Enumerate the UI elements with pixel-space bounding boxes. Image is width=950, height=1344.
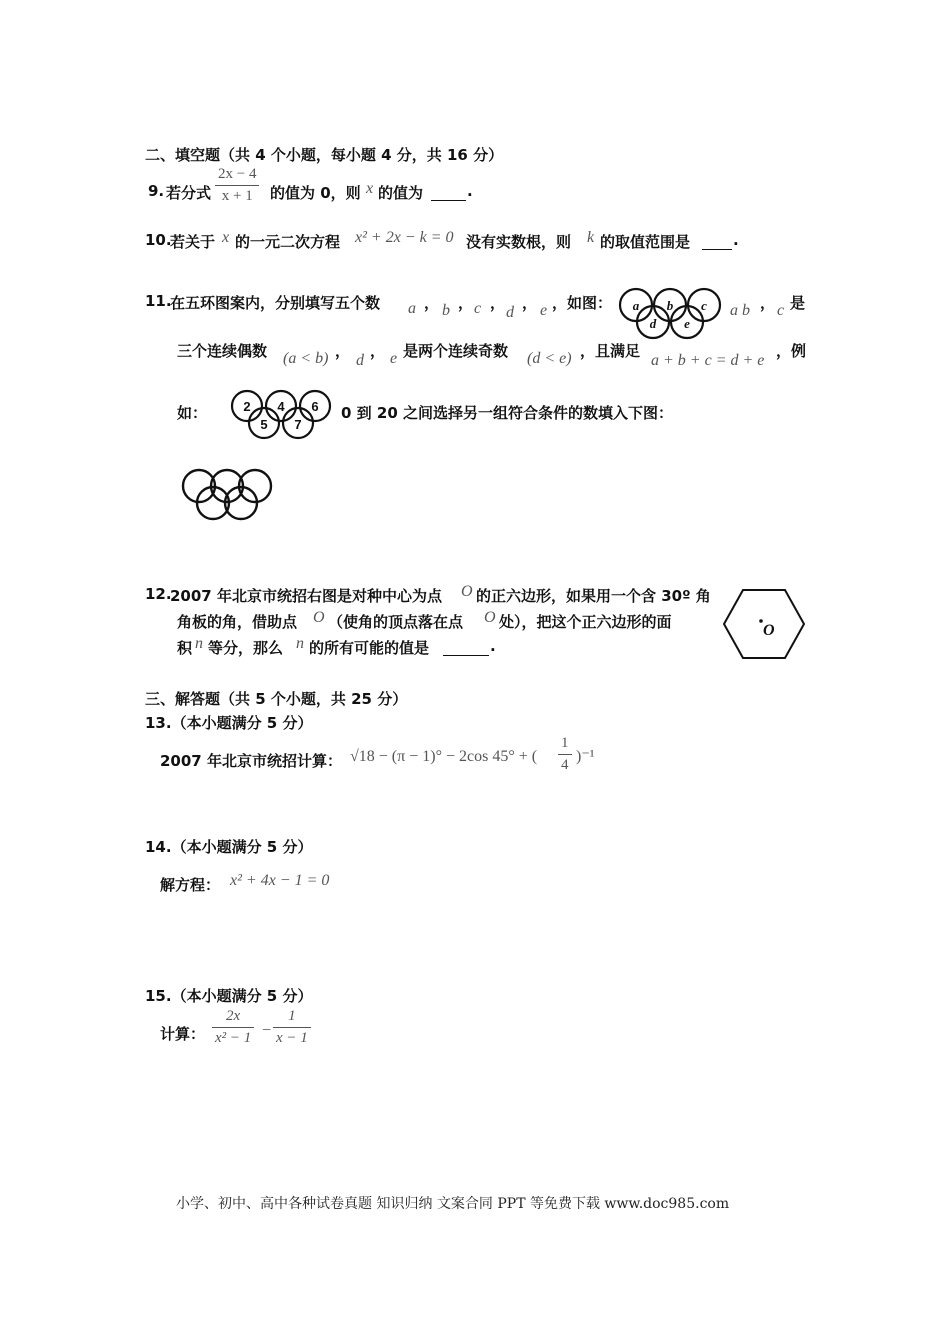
q14-equation: x² + 4x − 1 = 0 <box>230 872 330 889</box>
q15-fraction-2-numerator: 1 <box>273 1008 311 1028</box>
q9-var-x: x <box>366 180 374 197</box>
q15-fraction-1-denominator: x² − 1 <box>215 1030 252 1046</box>
q12-answer-blank <box>443 637 489 656</box>
q15-fraction-1-numerator: 2x <box>212 1008 254 1028</box>
q13-fraction <box>558 735 572 774</box>
q15-header: 15.（本小题满分 5 分） <box>145 987 313 1005</box>
q12-end: . <box>490 637 496 655</box>
example-number-c: 6 <box>311 399 319 414</box>
q11-comma: ， <box>458 294 474 312</box>
empty-rings-answer-figure <box>181 467 273 523</box>
q12-number: 12. <box>145 585 172 603</box>
q12-line3a: 积 <box>177 639 193 657</box>
q11-var-d: d <box>506 304 514 321</box>
q10-number: 10. <box>145 231 172 249</box>
q9-fraction-denominator: x + 1 <box>221 188 253 204</box>
ring-letter-e: e <box>684 316 690 331</box>
q12-line3c: 的所有可能的值是 <box>309 639 430 657</box>
q9-end: . <box>467 182 473 200</box>
q10-end: . <box>733 231 739 249</box>
q11-equation: a + b + c = d + e <box>651 352 765 369</box>
page-footer: 小学、初中、高中各种试卷真题 知识归纳 文案合同 PPT 等免费下载 www.doc985.com <box>176 1196 730 1212</box>
q13-header: 13.（本小题满分 5 分） <box>145 714 313 732</box>
q11-line2-prefix: 三个连续偶数 <box>177 342 268 360</box>
q11-line2-e: e <box>390 350 398 367</box>
q14-prefix: 解方程： <box>160 876 221 894</box>
five-rings-example-figure <box>226 389 338 441</box>
ring-letter-a: a <box>632 298 640 313</box>
q15-fraction-1 <box>212 1008 254 1047</box>
q11-line1-end: 是 <box>790 294 806 312</box>
q9-mid: 的值为 0，则 <box>270 184 361 202</box>
q12-line2a: 角板的角，借助点 <box>177 613 298 631</box>
q11-line1-tail-vars: a b <box>730 302 750 319</box>
q11-line1-prefix: 在五环图案内，分别填写五个数 <box>170 294 381 312</box>
q12-var-o: O <box>461 583 473 600</box>
q11-var-b: b <box>442 302 450 319</box>
q11-line2-mid2: ，且满足 <box>580 342 641 360</box>
q14-header: 14.（本小题满分 5 分） <box>145 838 313 856</box>
ring-letter-d: d <box>649 316 657 331</box>
q13-prefix: 2007 年北京市统招计算： <box>160 752 342 770</box>
q12-line2c: 处），把这个正六边形的面 <box>499 613 672 631</box>
q11-line3-suffix: 0 到 20 之间选择另一组符合条件的数填入下图： <box>341 404 673 422</box>
q10-mid2: 没有实数根，则 <box>466 233 572 251</box>
q12-var-o-3: O <box>484 609 496 626</box>
five-rings-letters-figure <box>617 287 727 342</box>
q15-minus: − <box>262 1022 272 1039</box>
q12-line1: 2007 年北京市统招右图是对种中心为点 <box>170 587 442 605</box>
q11-var-c: c <box>474 300 482 317</box>
q10-var-k: k <box>587 229 595 246</box>
q10-answer-blank <box>702 231 732 250</box>
q11-condition-a-lt-b: (a < b) <box>283 350 329 367</box>
section-3-title: 三、解答题（共 5 个小题，共 25 分） <box>145 690 408 708</box>
q9-prefix: 若分式 <box>166 184 212 202</box>
q11-comma: ， <box>335 342 351 360</box>
q12-var-o-2: O <box>313 609 325 626</box>
example-number-e: 7 <box>294 417 302 432</box>
q10-prefix: 若关于 <box>170 233 216 251</box>
q11-line2-mid: 是两个连续奇数 <box>403 342 509 360</box>
q11-number: 11. <box>145 292 172 310</box>
q11-condition-d-lt-e: (d < e) <box>527 350 572 367</box>
q15-prefix: 计算： <box>160 1025 206 1043</box>
q12-var-n: n <box>195 635 203 652</box>
q12-line3b: 等分，那么 <box>208 639 284 657</box>
q13-fraction-denominator: 4 <box>561 757 569 773</box>
regular-hexagon-figure <box>722 588 806 660</box>
example-number-a: 2 <box>243 399 251 414</box>
q9-suffix: 的值为 <box>378 184 424 202</box>
q9-answer-blank <box>431 182 466 201</box>
q11-line1-tail-c: c <box>777 302 785 319</box>
q10-equation: x² + 2x − k = 0 <box>355 229 454 246</box>
q11-comma: ， <box>760 294 776 312</box>
q11-line1-suffix: ，如图： <box>552 294 613 312</box>
q11-comma: ， <box>370 342 386 360</box>
q11-var-e: e <box>540 302 548 319</box>
q13-exponent: )⁻¹ <box>576 748 595 765</box>
q10-mid: 的一元二次方程 <box>235 233 341 251</box>
q11-comma: ， <box>490 294 506 312</box>
q11-line3-prefix: 如： <box>177 404 208 422</box>
q13-fraction-numerator: 1 <box>558 735 572 755</box>
q12-line1b: 的正六边形，如果用一个含 30º 角 <box>476 587 711 605</box>
q13-expression: √18 − (π − 1)° − 2cos 45° + ( <box>350 748 538 765</box>
example-number-d: 5 <box>260 417 268 432</box>
q10-suffix: 的取值范围是 <box>600 233 691 251</box>
q15-fraction-2-denominator: x − 1 <box>276 1030 308 1046</box>
q10-var-x: x <box>222 229 230 246</box>
ring-letter-c: c <box>701 298 707 313</box>
q11-line2-d: d <box>356 352 364 369</box>
q11-var-a: a <box>408 300 416 317</box>
q11-comma: ， <box>424 294 440 312</box>
q11-comma: ， <box>522 294 538 312</box>
hexagon-center-label: O <box>763 622 775 639</box>
section-2-title: 二、填空题（共 4 个小题，每小题 4 分，共 16 分） <box>145 146 504 164</box>
q12-line2b: （使角的顶点落在点 <box>328 613 464 631</box>
ring-letter-b: b <box>666 298 674 313</box>
q12-var-n-2: n <box>296 635 304 652</box>
q15-fraction-2 <box>273 1008 311 1047</box>
q11-line2-end: ，例 <box>776 342 807 360</box>
q9-fraction <box>215 166 259 205</box>
example-number-b: 4 <box>277 399 285 414</box>
q9-number: 9. <box>148 182 165 200</box>
q9-fraction-numerator: 2x − 4 <box>215 166 259 186</box>
